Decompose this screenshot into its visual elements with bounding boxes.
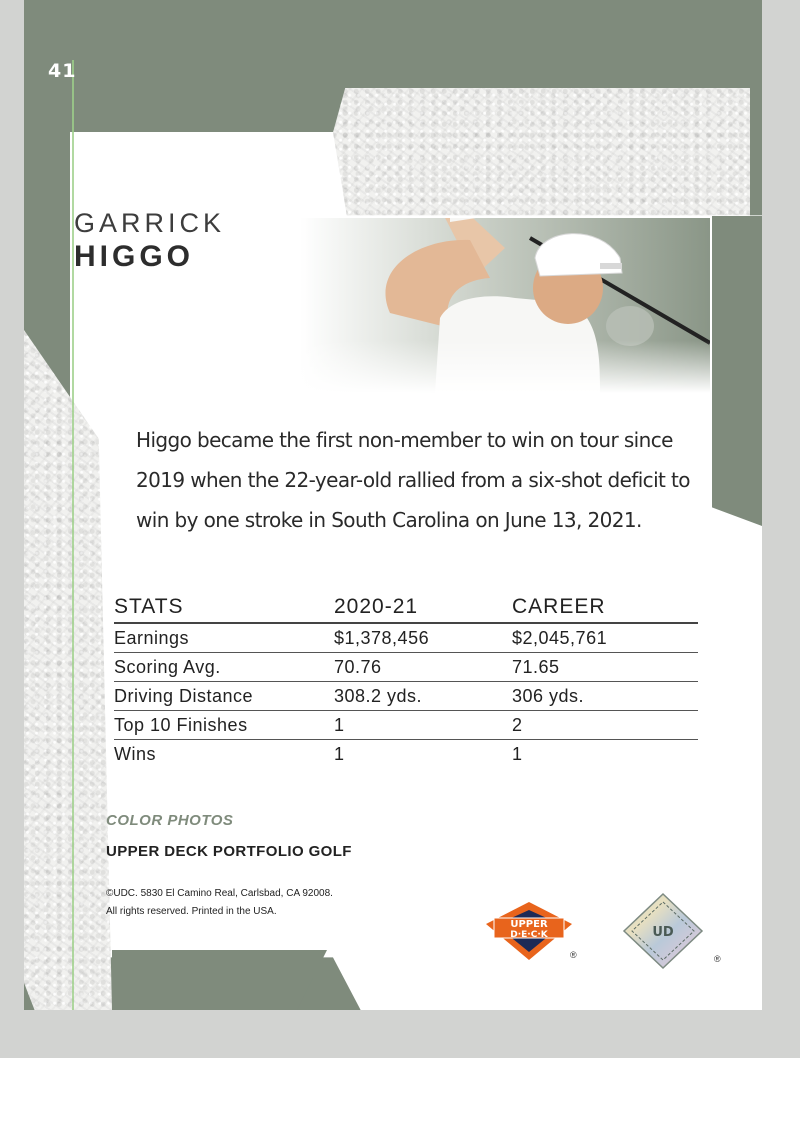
header-career: CAREER xyxy=(512,595,606,618)
hologram-text: UD xyxy=(652,925,674,940)
green-band-bottom xyxy=(112,950,327,1010)
card-number: 41 xyxy=(48,60,77,82)
player-first-name: GARRICK xyxy=(74,208,226,238)
table-row xyxy=(114,711,698,740)
row-career-value: 2 xyxy=(512,715,523,735)
row-season-value: $1,378,456 xyxy=(334,628,430,648)
row-season-value: 1 xyxy=(334,744,345,764)
row-label: Top 10 Finishes xyxy=(114,715,248,735)
row-label: Wins xyxy=(114,744,156,764)
legal-line-2: All rights reserved. Printed in the USA. xyxy=(106,906,277,917)
product-name: UPPER DECK PORTFOLIO GOLF xyxy=(106,843,352,860)
row-career-value: 71.65 xyxy=(512,657,560,677)
table-row xyxy=(114,682,698,711)
row-career-value: 1 xyxy=(512,744,523,764)
registered-mark-hologram: ® xyxy=(714,954,721,964)
player-last-name: HIGGO xyxy=(74,240,195,273)
table-row xyxy=(114,740,698,768)
legal-line-1: ©UDC. 5830 El Camino Real, Carlsbad, CA 92008. xyxy=(106,888,333,899)
legal-text xyxy=(106,885,406,921)
row-label: Scoring Avg. xyxy=(114,657,221,677)
row-season-value: 308.2 yds. xyxy=(334,686,423,706)
stats-table xyxy=(114,590,698,768)
row-season-value: 1 xyxy=(334,715,345,735)
row-season-value: 70.76 xyxy=(334,657,382,677)
table-row xyxy=(114,624,698,653)
upper-deck-logo xyxy=(486,902,572,960)
row-career-value: 306 yds. xyxy=(512,686,585,706)
edge-line xyxy=(72,60,74,1010)
color-photos-label: COLOR PHOTOS xyxy=(106,812,234,829)
table-row xyxy=(114,653,698,682)
texture-band-top xyxy=(310,88,750,216)
row-label: Driving Distance xyxy=(114,686,254,706)
row-career-value: $2,045,761 xyxy=(512,628,608,648)
green-strip-right xyxy=(712,216,762,526)
player-bio: Higgo became the first non-member to win on tour since 2019 when the 22-year-old rallied from a six-shot deficit to win by one stroke in South Carolina on June 13, 2021. xyxy=(136,428,690,532)
stats-header-row xyxy=(114,590,698,624)
registered-mark-logo: ® xyxy=(570,950,577,960)
header-stats: STATS xyxy=(114,595,184,618)
golfer-photo xyxy=(300,218,710,393)
hologram-icon xyxy=(622,892,704,970)
header-season: 2020-21 xyxy=(334,595,419,618)
row-label: Earnings xyxy=(114,628,190,648)
logo-text-upper: UPPER xyxy=(510,919,548,930)
logo-text-deck: D·E·C·K xyxy=(510,930,548,940)
